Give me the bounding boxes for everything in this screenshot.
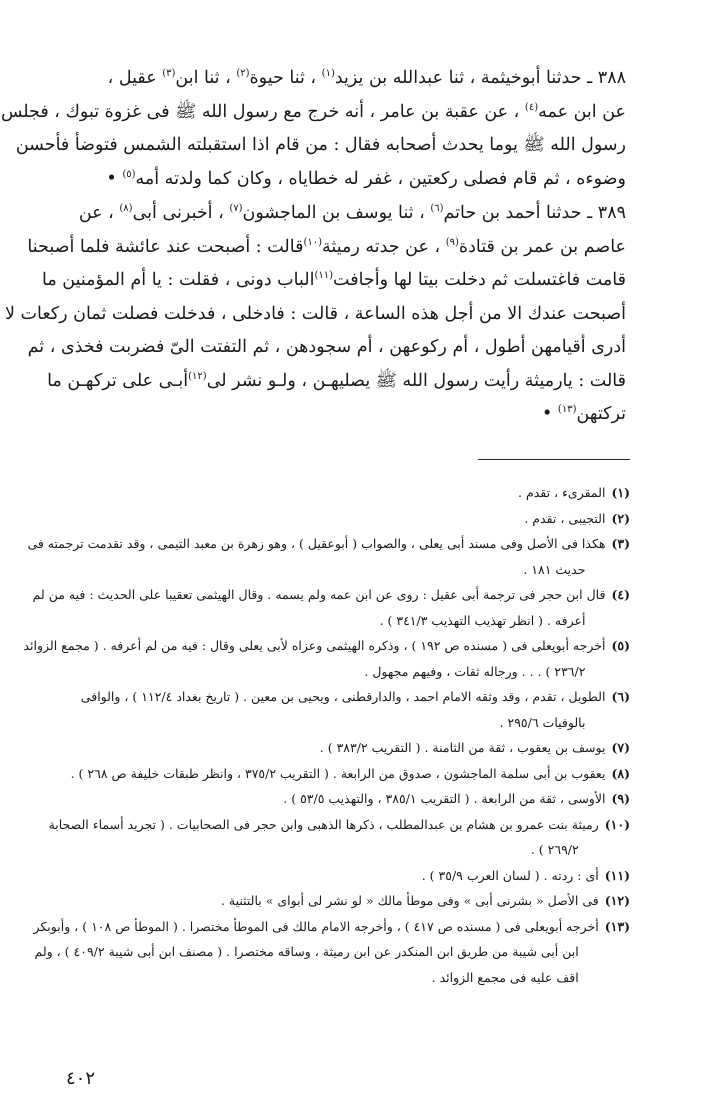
footnote-line: رميثة بنت عمرو بن هشام بن عبدالمطلب ، ذكرها الذهبى وابن حجر فى الصحابيات . ( تجريد أسماء الصحابة — [48, 816, 599, 832]
footnote-item — [60, 684, 630, 735]
footnote-item — [23, 633, 630, 684]
footnote-text — [60, 506, 605, 532]
footnote-number: (٣) — [611, 536, 630, 551]
text-line: ٣٨٨ ـ حدثنا أبوخيثمة ، ثنا عبدالله بن يزيد$^{(١)}$ ، ثنا حيوة$^{(٢)}$ ، ثنا ابن$^{(٣)}$ عقيل ، — [107, 68, 626, 88]
footnote-line: الأوسى ، ثقة من الرابعة . ( التقريب ٣٨٥/١ ، والتهذيب ٥٣/٥ ) . — [283, 791, 606, 806]
footnote-line: أعرفه . ( انظر تهذيب التهذيب ٣٤١/٣ ) . — [379, 612, 586, 628]
footnote-line: أخرجه أبويعلى فى ( مسنده ص ٤١٧ ) ، وأخرجه الامام مالك فى الموطأ مختصرا . ( الموطأ ص ١٠٨ ) ، وأبوبكر — [33, 918, 599, 934]
footnote-marker[interactable]: (١٠) — [303, 236, 323, 248]
text-line: رسول الله ﷺ يوما يحدث أصحابه فقال : من قام اذا استقبلته الشمس فتوضأ فأحسن — [15, 135, 626, 155]
text-line: قالت : يارميثة رأيت رسول الله ﷺ يصليهـن ، ولـو نشر لى$^{(١٢)}$أبـى على تركهـن ما — [47, 370, 626, 391]
footnote-text — [34, 914, 599, 991]
footnote-number: (٦) — [611, 689, 630, 704]
hadith-389 — [5, 197, 626, 432]
footnote-text — [60, 761, 605, 787]
footnote-number: (١٢) — [604, 893, 630, 908]
footnote-line: ٢٣٦/٢ ) . . . ورجاله ثقات ، وفيهم مجهول . — [364, 663, 586, 679]
footnote-marker[interactable]: (١) — [321, 68, 335, 79]
footnote-text — [27, 531, 605, 582]
footnote-item — [60, 480, 630, 506]
footnote-line: قال ابن حجر فى ترجمة أبى عقيل : روى عن ابن عمه ولم يسمه . وقال الهيثمى تعقيبا على الحديث : فيه من لم — [32, 587, 606, 602]
text-line: تركتهن$^{(١٣)}$ • — [542, 404, 626, 424]
footnote-text — [60, 480, 605, 506]
footnote-text — [60, 735, 605, 761]
footnote-item — [60, 761, 630, 787]
footnote-item — [33, 914, 630, 991]
footnote-text — [33, 582, 606, 633]
main-text — [0, 62, 626, 432]
footnote-marker[interactable]: (٣) — [162, 68, 176, 79]
footnote-number: (١) — [611, 485, 630, 500]
footnotes — [23, 480, 630, 990]
footnote-text — [60, 888, 599, 914]
footnote-separator — [478, 459, 630, 460]
footnote-item — [60, 786, 630, 812]
footnote-number: (٢) — [611, 510, 630, 526]
footnote-line: ٢٦٩/٢ ) . — [530, 842, 579, 857]
footnote-item — [60, 506, 630, 532]
footnote-line: يعقوب بن أبى سلمة الماجشون ، صدوق من الرابعة . ( التقريب ٣٧٥/٢ ، وانظر طبقات خليفة ص ٢٦٨ ) . — [70, 765, 606, 781]
footnote-marker[interactable]: (١١) — [314, 270, 334, 281]
footnote-number: (٥) — [611, 638, 630, 653]
footnote-text — [60, 684, 605, 735]
footnote-number: (٤) — [611, 587, 630, 602]
footnote-number: (١٣) — [604, 918, 630, 934]
footnote-marker[interactable]: (٢) — [236, 68, 250, 79]
text-line: وضوءه ، ثم قام فصلى ركعتين ، غفر له خطاياه ، وكان كما ولدته أمه$^{(٥)}$ • — [106, 168, 626, 189]
footnote-marker[interactable]: (٤) — [524, 101, 539, 113]
footnote-item — [48, 812, 630, 863]
footnote-number: (٩) — [611, 791, 630, 806]
footnote-item — [32, 582, 630, 633]
text-line: أدرى أقيامهن أطول ، أم ركوعهن ، أم سجودهن ، ثم التفتت الىّ فضربت فخذى ، ثم — [27, 337, 626, 357]
footnote-line: بالوفيات ٢٩٥/٦ . — [499, 714, 586, 730]
footnote-line: هكذا فى الأصل وفى مسند أبى يعلى ، والصواب ( أبوعقيل ) ، وهو زهرة بن معبد التيمى ، وقد تقدمت ترجمته فى — [27, 536, 606, 551]
hadith-388 — [0, 62, 626, 196]
footnote-text — [60, 863, 599, 889]
footnote-marker[interactable]: (٥) — [122, 168, 136, 180]
footnote-marker[interactable]: (٧) — [229, 203, 243, 214]
footnote-item — [60, 735, 630, 761]
footnote-line: الطويل ، تقدم ، وقد وثقه الامام احمد ، والدارقطنى ، ويحيى بن معين . ( تاريخ بغداد ١١٢/٤ ) ، والوافى — [80, 689, 606, 704]
text-line: عن ابن عمه$^{(٤)}$ ، عن عقبة بن عامر ، أنه خرج مع رسول الله ﷺ فى غزوة تبوك ، فجلس — [0, 101, 626, 122]
footnote-line: اقف عليه فى مجمع الزوائد . — [431, 969, 579, 985]
footnote-line: أى : ردته . ( لسان العرب ٣٥/٩ ) . — [421, 867, 599, 883]
footnote-line: المقرىء ، تقدم . — [518, 485, 606, 500]
footnote-text — [49, 812, 599, 863]
footnote-text — [23, 633, 605, 684]
footnote-item — [60, 888, 630, 914]
footnote-item — [60, 863, 630, 889]
footnote-marker[interactable]: (١٢) — [188, 370, 207, 382]
footnote-text — [60, 786, 605, 812]
footnote-line: أخرجه أبويعلى فى ( مسنده ص ١٩٢ ) ، وذكره الهيثمى وعزاه لأبى يعلى وقال : فيه من لم أعرفه . ( مجمع الزوائد — [23, 638, 606, 653]
footnote-item — [27, 531, 630, 582]
footnote-number: (٨) — [611, 765, 630, 781]
footnote-marker[interactable]: (٨) — [119, 203, 133, 214]
footnote-line: التجيبى ، تقدم . — [524, 510, 606, 526]
text-line: أصبحت عندك الا من أجل هذه الساعة ، قالت : فادخلى ، فدخلت فصلت ثمان ركعات لا — [5, 303, 626, 324]
footnote-marker[interactable]: (١٣) — [557, 404, 577, 415]
footnote-number: (١١) — [604, 867, 630, 883]
footnote-line: ابن أبى شيبة من طريق ابن المنكدر عن ابن رميثة ، وساقه مختصرا . ( مصنف ابن أبى شيبة ٤٠٩/٢ ) ، ولم — [34, 944, 579, 959]
text-line: قامت فاغتسلت ثم دخلت بيتا لها وأجافت$^{(١١)}$الباب دونى ، فقلت : يا أم المؤمنين ما — [42, 270, 626, 290]
footnote-line: يوسف بن يعقوب ، ثقة من الثامنة . ( التقريب ٣٨٣/٢ ) . — [319, 740, 606, 755]
footnote-number: (٧) — [611, 740, 630, 755]
footnote-number: (١٠) — [604, 816, 630, 832]
footnote-line: فى الأصل « بشرنى أبى » وفى موطأ مالك « لو نشر لى أبواى » بالتثنية . — [220, 893, 599, 908]
footnote-line: حديث ١٨١ . — [523, 561, 586, 577]
footnote-marker[interactable]: (٦) — [430, 203, 444, 214]
page-number: ٤٠٢ — [66, 1068, 96, 1089]
text-line: ٣٨٩ ـ حدثنا أحمد بن حاتم$^{(٦)}$ ، ثنا يوسف بن الماجشون$^{(٧)}$ ، أخبرنى أبى$^{(٨)}$ ، عن — [78, 203, 626, 223]
footnote-marker[interactable]: (٩) — [445, 236, 459, 248]
text-line: عاصم بن عمر بن قتادة$^{(٩)}$ ، عن جدته رميثة$^{(١٠)}$قالت : أصبحت عند عائشة فلما أصبحنا — [27, 236, 626, 257]
